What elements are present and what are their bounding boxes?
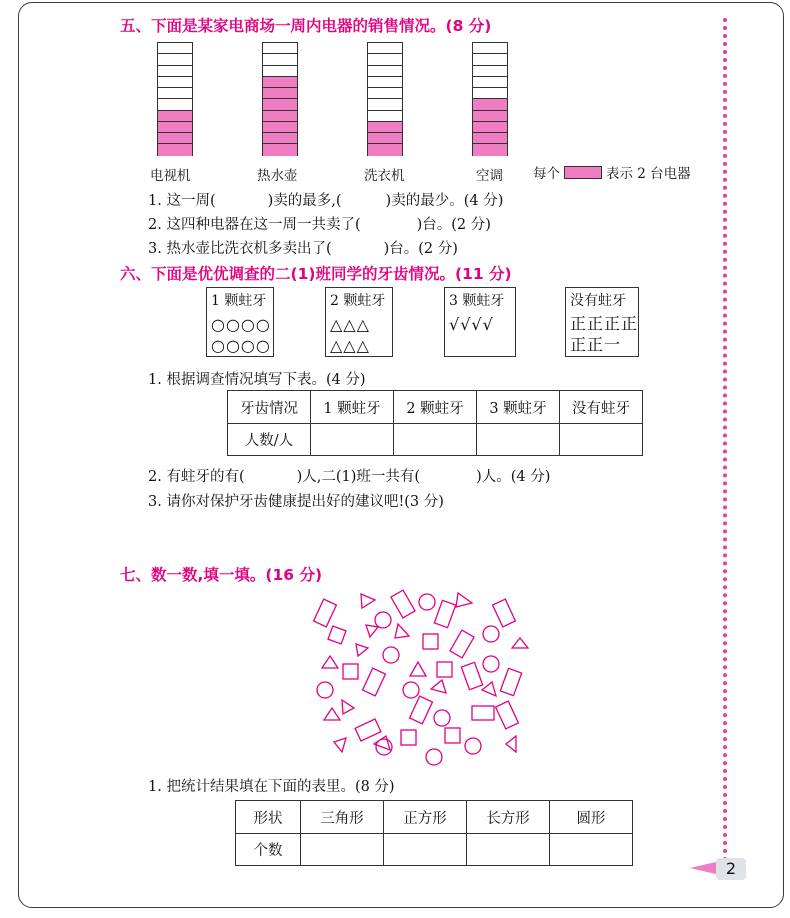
- survey-box-3: 3 颗蛀牙 √√√√: [444, 287, 516, 357]
- bar-cell: [473, 122, 507, 133]
- bar-cell: [368, 88, 402, 99]
- bar-cell: [473, 43, 507, 54]
- bar-cell: [263, 54, 297, 65]
- bar-cell: [368, 133, 402, 144]
- bar-cell: [263, 122, 297, 133]
- bar-label-tv: 电视机: [150, 168, 191, 184]
- bar-label-kettle: 热水壶: [257, 168, 298, 184]
- bar-cell: [158, 133, 192, 144]
- survey-box-1: 1 颗蛀牙 ○○○○ ○○○○: [206, 287, 274, 357]
- s6-question-1: 1. 根据调查情况填写下表。(4 分): [148, 372, 366, 388]
- bar-cell: [263, 43, 297, 54]
- bar-cell: [158, 88, 192, 99]
- bar-cell: [368, 54, 402, 65]
- bar-cell: [473, 54, 507, 65]
- bar-cell: [263, 77, 297, 88]
- legend-swatch: [564, 166, 602, 179]
- shapes-table: 形状 三角形 正方形 长方形 圆形 个数: [235, 800, 633, 866]
- section5-heading: 五、下面是某家电商场一周内电器的销售情况。(8 分): [120, 17, 492, 35]
- bar-cell: [158, 77, 192, 88]
- bar-cell: [368, 66, 402, 77]
- bar-cell: [263, 66, 297, 77]
- s5-question-2: 2. 这四种电器在这一周一共卖了( )台。(2 分): [148, 217, 491, 233]
- table-answer-cell[interactable]: [301, 834, 384, 866]
- survey-box-4: 没有蛀牙 正正正正 正正一: [565, 287, 639, 357]
- bar-cell: [473, 77, 507, 88]
- legend-prefix: 每个: [533, 166, 560, 182]
- section7-heading: 七、数一数,填一填。(16 分): [120, 566, 323, 584]
- bar-cell: [263, 111, 297, 122]
- bar-label-washer: 洗衣机: [364, 168, 405, 184]
- bar-cell: [368, 144, 402, 155]
- bar-2: [262, 42, 298, 156]
- bar-cell: [473, 88, 507, 99]
- table-answer-cell[interactable]: [560, 424, 643, 456]
- table-answer-cell[interactable]: [394, 424, 477, 456]
- table-answer-cell[interactable]: [467, 834, 550, 866]
- s7-question-1: 1. 把统计结果填在下面的表里。(8 分): [148, 779, 395, 795]
- bar-cell: [263, 88, 297, 99]
- bar-cell: [473, 144, 507, 155]
- bar-3: [367, 42, 403, 156]
- bar-cell: [473, 99, 507, 110]
- s5-question-1: 1. 这一周( )卖的最多,( )卖的最少。(4 分): [148, 193, 504, 209]
- bar-cell: [368, 111, 402, 122]
- table-answer-cell[interactable]: [477, 424, 560, 456]
- teeth-table: 牙齿情况 1 颗蛀牙 2 颗蛀牙 3 颗蛀牙 没有蛀牙 人数/人: [227, 390, 643, 456]
- s6-question-2: 2. 有蛀牙的有( )人,二(1)班一共有( )人。(4 分): [148, 469, 551, 485]
- bar-1: [157, 42, 193, 156]
- survey-box-2: 2 颗蛀牙 △△△ △△△: [325, 287, 393, 357]
- table-answer-cell[interactable]: [550, 834, 633, 866]
- shapes-cluster: [300, 585, 540, 775]
- bar-cell: [368, 122, 402, 133]
- bar-cell: [473, 133, 507, 144]
- bar-cell: [158, 43, 192, 54]
- bar-cell: [158, 54, 192, 65]
- bar-cell: [158, 99, 192, 110]
- table-answer-cell[interactable]: [311, 424, 394, 456]
- chart-legend: [533, 162, 691, 182]
- bar-cell: [263, 144, 297, 155]
- s5-question-3: 3. 热水壶比洗衣机多卖出了( )台。(2 分): [148, 241, 458, 257]
- bar-cell: [473, 66, 507, 77]
- bar-4: [472, 42, 508, 156]
- bar-cell: [263, 99, 297, 110]
- s6-question-3: 3. 请你对保护牙齿健康提出好的建议吧!(3 分): [148, 494, 444, 510]
- bar-cell: [158, 144, 192, 155]
- dotted-margin-line: [723, 18, 727, 870]
- bar-cell: [368, 77, 402, 88]
- table-answer-cell[interactable]: [384, 834, 467, 866]
- legend-suffix: 表示 2 台电器: [606, 166, 691, 182]
- bar-cell: [158, 111, 192, 122]
- bar-cell: [158, 122, 192, 133]
- bar-cell: [473, 111, 507, 122]
- page-number: 2: [716, 858, 746, 880]
- bar-cell: [368, 99, 402, 110]
- section6-heading: 六、下面是优优调查的二(1)班同学的牙齿情况。(11 分): [120, 265, 512, 283]
- bar-cell: [158, 66, 192, 77]
- bar-cell: [368, 43, 402, 54]
- bar-cell: [263, 133, 297, 144]
- bar-label-aircon: 空调: [476, 168, 503, 184]
